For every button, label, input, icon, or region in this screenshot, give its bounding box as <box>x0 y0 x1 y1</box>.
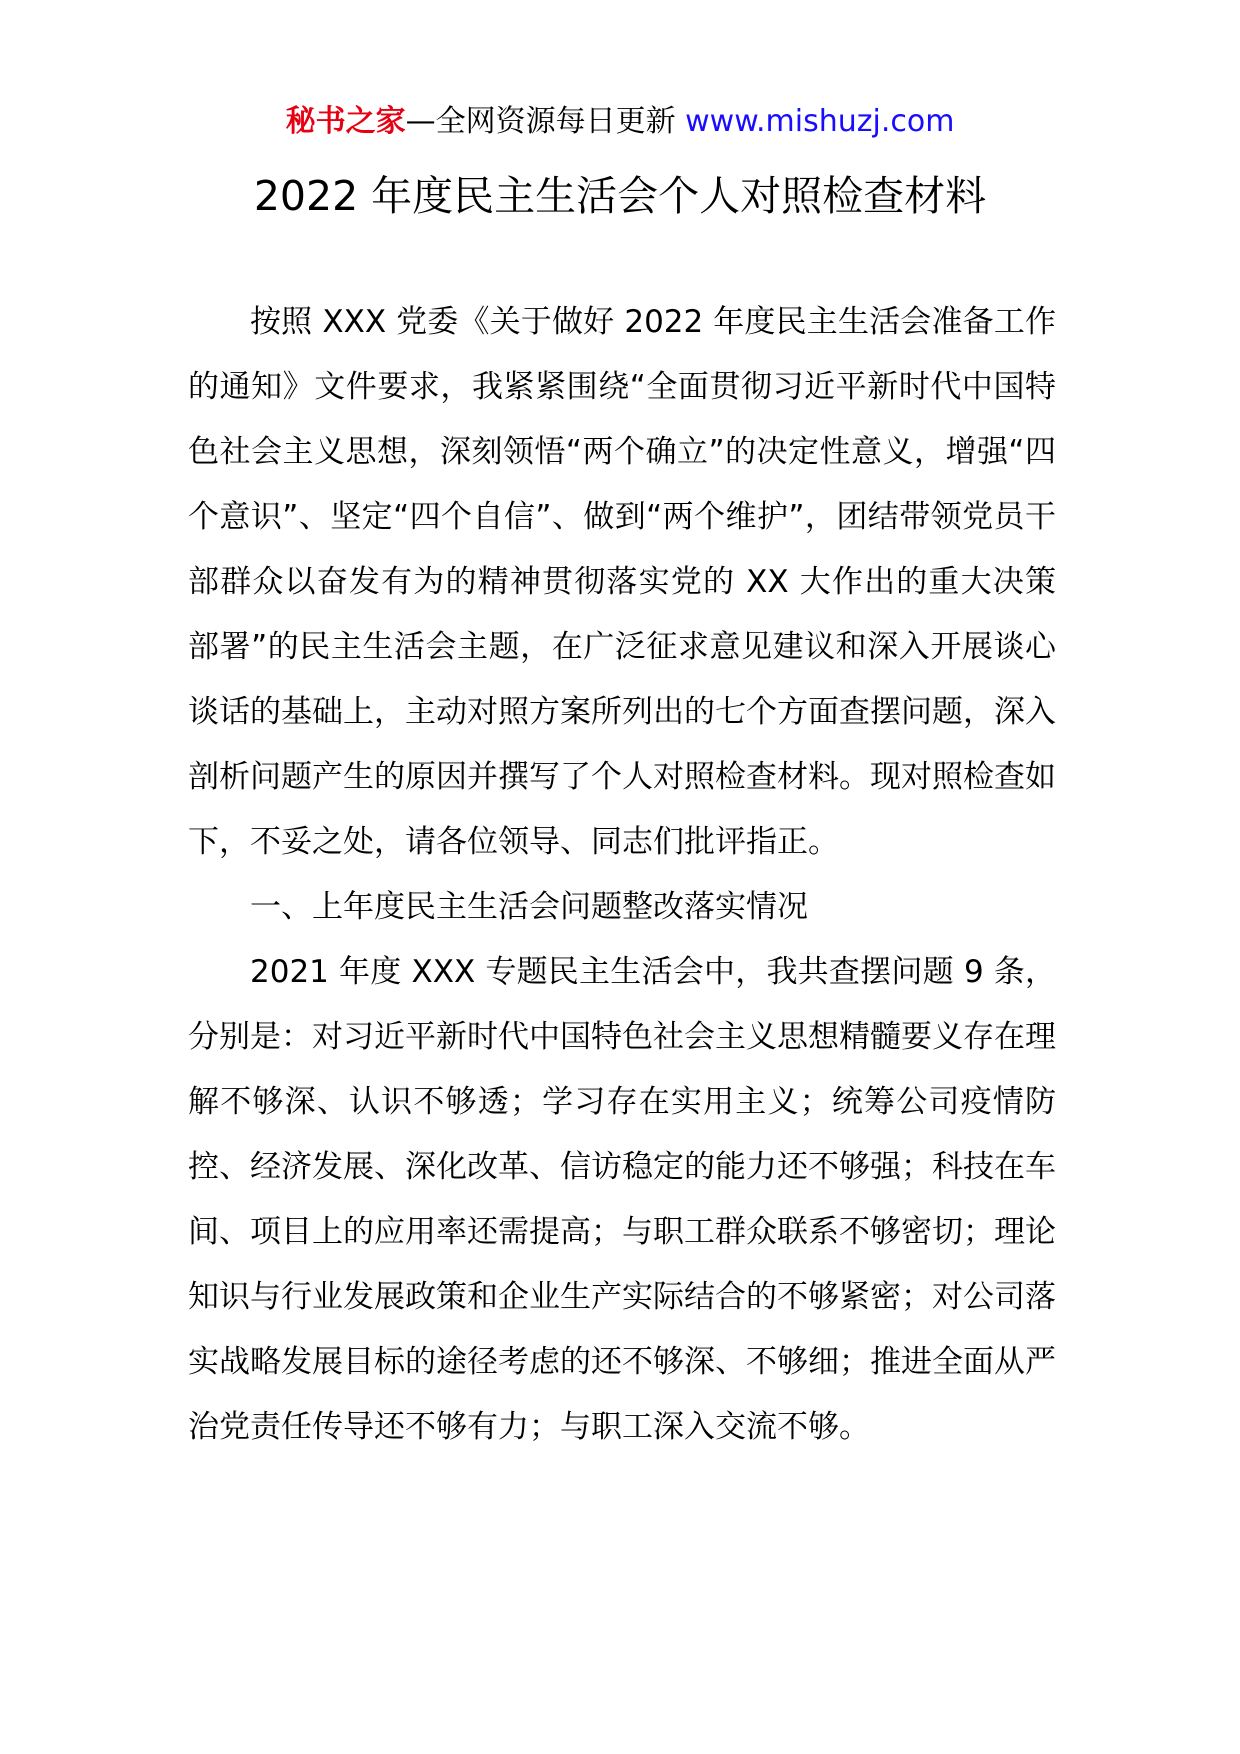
brand-name: 秘书之家 <box>285 104 406 139</box>
document-title: 2022 年度民主生活会个人对照检查材料 <box>253 172 987 220</box>
section-heading-1: 一、上年度民主生活会问题整改落实情况 <box>250 889 808 925</box>
document-body <box>188 290 1056 1460</box>
paragraph-intro: 按照 XXX 党委《关于做好 2022 年度民主生活会准备工作的通知》文件要求，我紧紧围绕“全面贯彻习近平新时代中国特色社会主义思想，深刻领悟“两个确立”的决定性意义，增强“四个意识”、坚定“四个自信”、做到“两个维护”，团结带领党员干部群众以奋发有为的精神贯彻落实党的 XX 大作出的重大决策部署”的民主生活会主题，在广泛征求意见建议和深入开展谈心谈话的基础上，主动对照方案所列出的七个方面查摆问题，深入剖析问题产生的原因并撰写了个人对照检查材料。现对照检查如下，不妥之处，请各位领导、同志们批评指正。 <box>188 304 1056 860</box>
paragraph-section-1: 2021 年度 XXX 专题民主生活会中，我共查摆问题 9 条，分别是：对习近平新时代中国特色社会主义思想精髓要义存在理解不够深、认识不够透；学习存在实用主义；统筹公司疫情防控、经济发展、深化改革、信访稳定的能力还不够强；科技在车间、项目上的应用率还需提高；与职工群众联系不够密切；理论知识与行业发展政策和企业生产实际结合的不够紧密；对公司落实战略发展目标的途径考虑的还不够深、不够细；推进全面从严治党责任传导还不够有力；与职工深入交流不够。 <box>188 954 1056 1445</box>
site-header <box>0 102 1240 142</box>
site-url-link[interactable]: www.mishuzj.com <box>685 104 955 139</box>
header-tagline: —全网资源每日更新 <box>405 104 686 139</box>
